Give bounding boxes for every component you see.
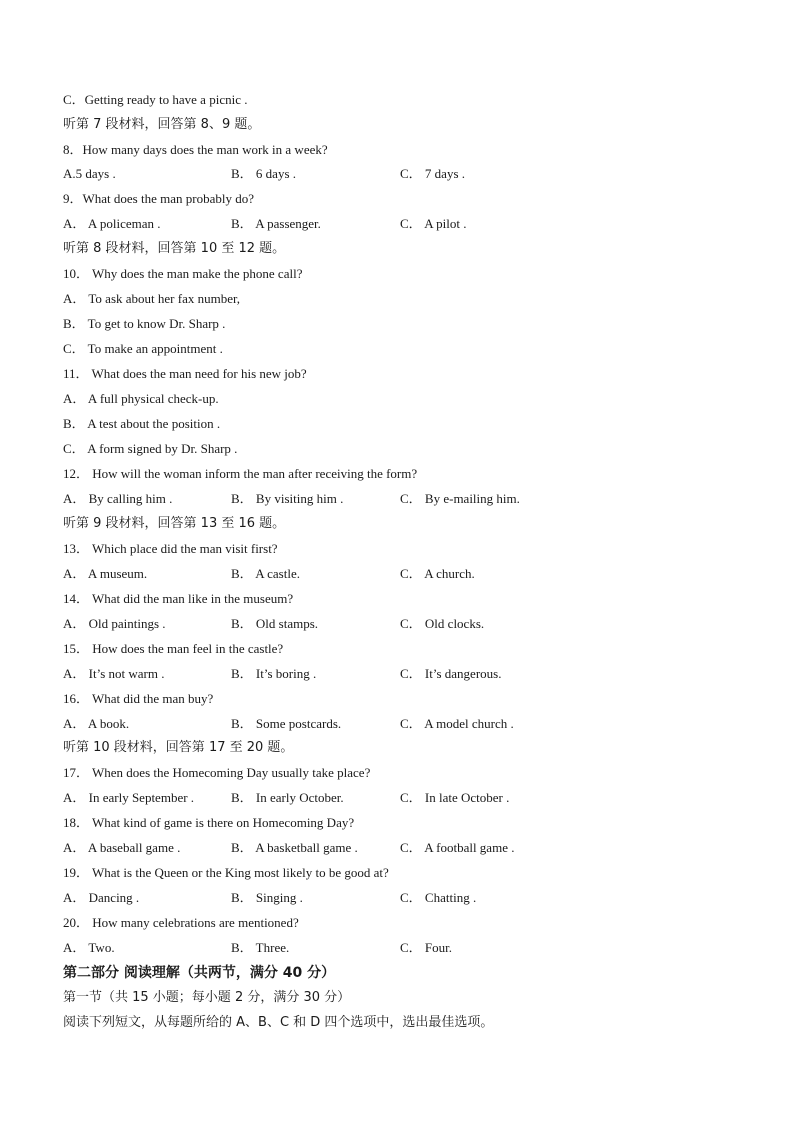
option-a: A． Two. xyxy=(63,940,115,955)
option-b: B． A castle. xyxy=(231,566,300,581)
question-18: 18． What kind of game is there on Homecoming Day? xyxy=(63,815,355,830)
option-text: C． To make an appointment . xyxy=(63,341,223,356)
option-a: A.5 days . xyxy=(63,166,116,181)
section-instruction: 听第 8 段材料，回答第 10 至 12 题。 xyxy=(63,241,286,256)
option-c: C． Old clocks. xyxy=(400,616,485,631)
option-b: B． Three. xyxy=(231,940,290,955)
question-20: 20． How many celebrations are mentioned? xyxy=(63,915,299,930)
option-text: A． A full physical check-up. xyxy=(63,391,219,406)
option-b: B． 6 days . xyxy=(231,166,297,181)
option-c: C． A church. xyxy=(400,566,475,581)
option-c: C． A football game . xyxy=(400,840,515,855)
option-a: A． A baseball game . xyxy=(63,840,181,855)
option-c: C． By e-mailing him. xyxy=(400,491,520,506)
option-c: C． In late October . xyxy=(400,790,510,805)
question-11: 11． What does the man need for his new job? xyxy=(63,366,307,381)
option-text: C．Getting ready to have a picnic . xyxy=(63,92,248,107)
section-one-heading: 第一节（共 15 小题；每小题 2 分，满分 30 分） xyxy=(63,990,351,1005)
option-b: B． A basketball game . xyxy=(231,840,358,855)
option-a: A． A policeman . xyxy=(63,216,161,231)
option-a: A． A book. xyxy=(63,716,130,731)
option-text: B． To get to know Dr. Sharp . xyxy=(63,316,226,331)
question-16: 16． What did the man buy? xyxy=(63,691,214,706)
option-c: C． 7 days . xyxy=(400,166,466,181)
question-15: 15． How does the man feel in the castle? xyxy=(63,641,284,656)
option-text: C． A form signed by Dr. Sharp . xyxy=(63,441,238,456)
section-instruction: 听第 9 段材料，回答第 13 至 16 题。 xyxy=(63,516,286,531)
option-c: C． Chatting . xyxy=(400,890,477,905)
option-b: B． In early October. xyxy=(231,790,344,805)
section-instruction: 听第 7 段材料，回答第 8、9 题。 xyxy=(63,117,261,132)
question-13: 13． Which place did the man visit first? xyxy=(63,541,278,556)
option-b: B． Old stamps. xyxy=(231,616,319,631)
reading-instruction: 阅读下列短文，从每题所给的 A、B、C 和 D 四个选项中，选出最佳选项。 xyxy=(63,1015,494,1030)
option-b: B． A passenger. xyxy=(231,216,321,231)
option-b: B． It’s boring . xyxy=(231,666,317,681)
question-8: 8．How many days does the man work in a week? xyxy=(63,142,328,157)
option-a: A． Dancing . xyxy=(63,890,140,905)
option-text: B． A test about the position . xyxy=(63,416,221,431)
question-19: 19． What is the Queen or the King most likely to be good at? xyxy=(63,865,389,880)
question-12: 12． How will the woman inform the man after receiving the form? xyxy=(63,466,418,481)
option-b: B． By visiting him . xyxy=(231,491,344,506)
option-text: A． To ask about her fax number, xyxy=(63,291,241,306)
option-c: C． It’s dangerous. xyxy=(400,666,502,681)
question-17: 17． When does the Homecoming Day usually take place? xyxy=(63,765,371,780)
section-instruction: 听第 10 段材料，回答第 17 至 20 题。 xyxy=(63,740,294,755)
question-10: 10． Why does the man make the phone call? xyxy=(63,266,303,281)
option-a: A． A museum. xyxy=(63,566,148,581)
option-a: A． By calling him . xyxy=(63,491,173,506)
option-c: C． A model church . xyxy=(400,716,514,731)
option-c: C． Four. xyxy=(400,940,453,955)
option-a: A． In early September . xyxy=(63,790,195,805)
option-a: A． Old paintings . xyxy=(63,616,166,631)
option-b: B． Singing . xyxy=(231,890,303,905)
option-b: B． Some postcards. xyxy=(231,716,342,731)
question-14: 14． What did the man like in the museum? xyxy=(63,591,294,606)
part-two-heading: 第二部分 阅读理解（共两节，满分 40 分） xyxy=(63,965,336,981)
option-c: C． A pilot . xyxy=(400,216,467,231)
option-a: A． It’s not warm . xyxy=(63,666,165,681)
question-9: 9．What does the man probably do? xyxy=(63,191,254,206)
